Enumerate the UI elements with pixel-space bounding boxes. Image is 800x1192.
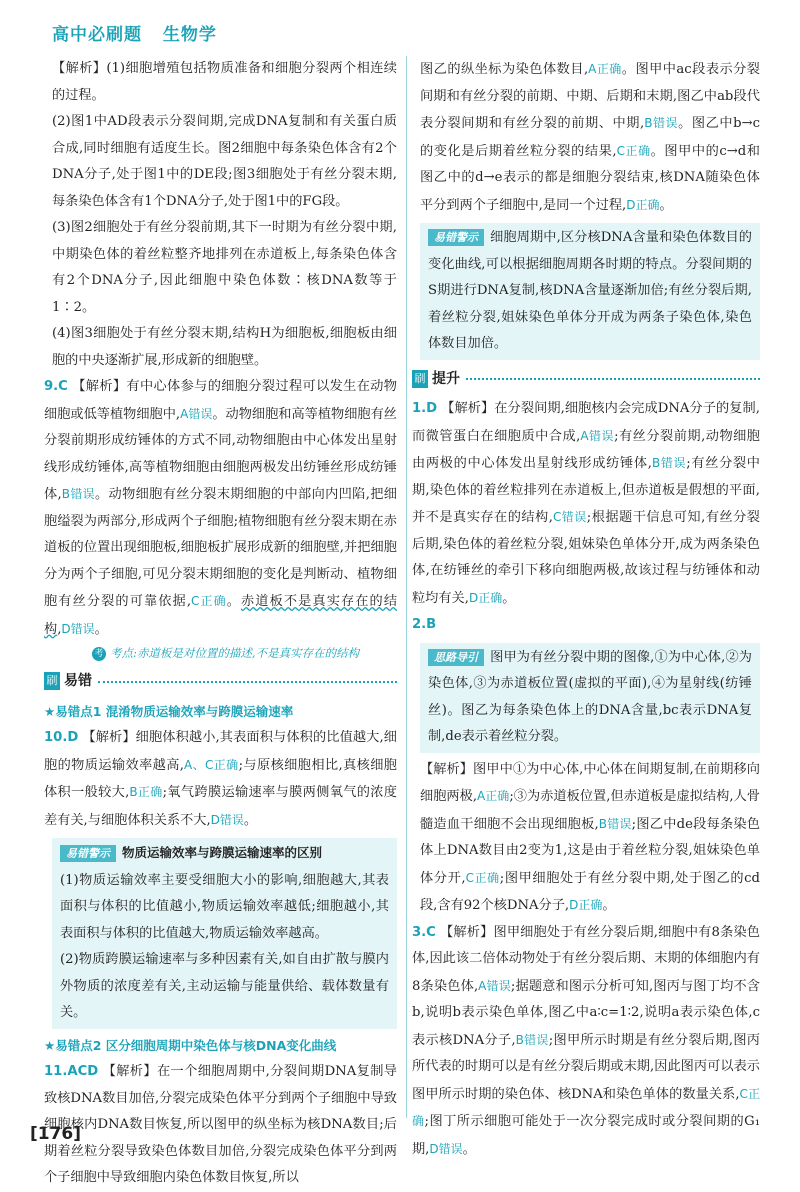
answer-tag: B错误 — [515, 1032, 549, 1047]
wavy-underline-text: 赤道板不是真实存在的结构 — [44, 594, 398, 637]
warning-badge: 易错警示 — [428, 229, 484, 246]
answer-tag: A错误 — [478, 978, 511, 993]
exam-point-note: 考 考点:赤道板是对位置的描述,不是真实存在的结构 — [92, 645, 397, 662]
column-divider — [406, 56, 407, 1118]
warning-text: (2)物质跨膜运输速率与多种因素有关,如自由扩散与膜内外物质的浓度差有关,主动运输与能量供给、载体数量有关。 — [60, 952, 389, 1020]
answer-tag: D错误 — [210, 812, 244, 827]
section-heading-improve — [412, 366, 760, 393]
question-9: 9.C 【解析】有中心体参与的细胞分裂过程可以发生在动物细胞或低等植物细胞中,A错误。动物细胞和高等植物细胞有丝分裂前期形成纺锤体的方式不同,动物细胞由中心体发出星射线形成纺锤体,高等植物细胞由细胞两极发出纺锤丝形成纺锤体,B错误。动物细胞有丝分裂末期细胞的中部向内凹陷,把细胞缢裂为两部分,形成两个子细胞;植物细胞有丝分裂末期在赤道板的位置出现细胞板,细胞板扩展形成新的细胞壁,并把细胞分为两个子细胞,可见分裂末期细胞的变化是判断动、植物细胞有丝分裂的可靠依据,C正确。赤道板不是真实存在的结构,D错误。 — [44, 379, 398, 637]
answer-tag: D正确 — [468, 590, 503, 605]
guide-box — [420, 643, 760, 753]
guide-text: 图甲为有丝分裂中期的图像,①为中心体,②为染色体,③为赤道板位置(虚拟的平面),④为星射线(纺锤丝)。图乙为每条染色体上的DNA含量,bc表示DNA复制,de表示着丝粒分裂。 — [428, 649, 752, 744]
header-subject: 生物学 — [162, 25, 217, 45]
dotted-rule — [98, 680, 397, 683]
question-2 — [412, 612, 760, 639]
answer-tag: D正确 — [569, 898, 603, 912]
question-number: 11.ACD — [44, 1064, 99, 1079]
question-number: 2.B — [412, 617, 437, 632]
error-point-2: ★易错点2 区分细胞周期中染色体与核DNA变化曲线 — [44, 1037, 337, 1053]
section-tag: 刷 — [44, 672, 60, 690]
answer-tag: A正确 — [477, 789, 510, 803]
answer-tag: C正确 — [465, 870, 500, 885]
paragraph: 【解析】(1)细胞增殖包括物质准备和细胞分裂两个相连续的过程。 — [52, 61, 397, 103]
question-1: 1.D 【解析】在分裂间期,细胞核内会完成DNA分子的复制,而微管蛋白在细胞质中合成,A错误;有丝分裂前期,动物细胞由两极的中心体发出星射线形成纺锤体,B错误;有丝分裂中期,染色体的着丝粒排列在赤道板上,但赤道板是假想的平面,并不是真实存在的结构,C错误;根据题干信息可知,有丝分裂后期,染色体的着丝粒分裂,姐妹染色单体分开,成为两条染色体,在纺锤丝的牵引下移向细胞两极,故该过程与纺锤体和动粒均有关,D正确。 — [412, 401, 760, 606]
answer-tag: C正确 — [616, 143, 651, 158]
warning-text: (1)物质运输效率主要受细胞大小的影响,细胞越大,其表面积与体积的比值越小,物质运输效率越低;细胞越小,其表面积与体积的比值越大,物质运输效率越高。 — [60, 872, 389, 941]
page-header — [52, 20, 231, 45]
page-number: [176] — [30, 1124, 82, 1144]
answer-tag: B错误 — [644, 116, 679, 130]
error-point-1: ★易错点1 混淆物质运输效率与跨膜运输速率 — [44, 703, 294, 719]
answer-tag: C正确 — [191, 594, 227, 608]
answer-tag: A错误 — [180, 406, 213, 421]
answer-tag: A正确 — [588, 62, 622, 76]
warning-badge: 易错警示 — [60, 845, 116, 862]
answer-tag: B错误 — [651, 456, 687, 470]
header-series: 高中必刷题 — [52, 25, 142, 45]
question-number: 3.C — [412, 924, 436, 940]
section-title: 易错 — [64, 673, 92, 689]
left-column — [44, 56, 398, 1192]
section-heading-errors — [44, 668, 397, 695]
question-number: 10.D — [44, 730, 79, 745]
answer-tag: A错误 — [580, 428, 615, 443]
paragraph: (3)图2细胞处于有丝分裂前期,其下一时期为有丝分裂中期,中期染色体的着丝粒整齐地排列在赤道板上,每条染色体含有2个DNA分子,因此细胞中染色体数∶核DNA数等于1∶2。 — [52, 220, 397, 315]
question-11: 11.ACD 【解析】在一个细胞周期中,分裂间期DNA复制导致核DNA数目加倍,分裂完成染色体平分到两个子细胞中导致细胞核内DNA数目恢复,所以图甲的纵坐标为核DNA数目;后期着丝粒分裂导致染色体数目加倍,分裂完成染色体平分到两个子细胞中导致细胞内染色体数目恢复,所以 — [44, 1064, 397, 1185]
answer-tag: B错误 — [61, 487, 96, 501]
question-3: 3.C 【解析】图甲细胞处于有丝分裂后期,细胞中有8条染色体,因此该二倍体动物处于有丝分裂后期、末期的体细胞内有8条染色体,A错误;据题意和图示分析可知,图丙与图丁均不含b,说明b表示染色单体,图乙中a∶c=1∶2,说明a表示染色体,c表示核DNA分子,B错误;图甲所示时期是有丝分裂后期,图丙所代表的时期可以是有丝分裂后期或末期,因此图丙可以表示图甲所示时期的染色体、核DNA和染色单体的数量关系,C正确;图丁所示细胞可能处于一次分裂完成时或分裂间期的G₁期,D错误。 — [412, 924, 760, 1157]
answer-tag: C正确 — [412, 1086, 760, 1128]
warning-text: 细胞周期中,区分核DNA含量和染色体数目的变化曲线,可以根据细胞周期各时期的特点。分裂间期的S期进行DNA复制,核DNA含量逐渐加倍;有丝分裂后期,着丝粒分裂,姐妹染色单体分开成为两条子染色体,染色体数目加倍。 — [428, 230, 752, 351]
warning-title: 物质运输效率与跨膜运输速率的区别 — [122, 845, 323, 860]
warning-box — [52, 838, 397, 1029]
guide-badge: 思路导引 — [428, 649, 484, 666]
answer-tag: B错误 — [598, 816, 632, 831]
exam-point-icon: 考 — [92, 647, 106, 661]
answer-tag: B正确 — [129, 785, 163, 799]
right-column — [412, 56, 760, 1163]
question-number: 9.C — [44, 379, 68, 394]
answer-tag: D正确 — [626, 197, 660, 212]
dotted-rule — [466, 377, 760, 380]
answer-tag: C错误 — [552, 510, 587, 524]
section-title: 提升 — [432, 370, 460, 387]
question-10: 10.D 【解析】细胞体积越小,其表面积与体积的比值越大,细胞的物质运输效率越高,A、C正确;与原核细胞相比,真核细胞体积一般较大,B正确;氧气跨膜运输速率与膜两侧氧气的浓度差有关,与细胞体积关系不大,D错误。 — [44, 730, 397, 828]
answer-tag: D错误 — [61, 621, 95, 636]
question-number: 1.D — [412, 401, 438, 416]
paragraph: (4)图3细胞处于有丝分裂末期,结构H为细胞板,细胞板由细胞的中央逐渐扩展,形成新的细胞壁。 — [52, 326, 397, 368]
answer-tag: D错误 — [429, 1141, 463, 1156]
paragraph: 【解析】图甲中①为中心体,中心体在间期复制,在前期移向细胞两极,A正确;③为赤道板位置,但赤道板是虚拟结构,人骨髓造血干细胞不会出现细胞板,B错误;图乙中de段每条染色体上DNA数目由2变为1,这是由于着丝粒分裂,姐妹染色单体分开,C正确;图甲细胞处于有丝分裂中期,处于图乙的cd段,含有92个核DNA分子,D正确。 — [420, 761, 760, 913]
section-tag: 刷 — [412, 370, 428, 388]
answer-tag: A、C正确 — [184, 757, 239, 772]
paragraph: (2)图1中AD段表示分裂间期,完成DNA复制和有关蛋白质合成,同时细胞有适度生长。图2细胞中每条染色体含有2个DNA分子,处于图1中的DE段;图3细胞处于有丝分裂末期,每条染色体含有1个DNA分子,处于图1中的FG段。 — [52, 114, 397, 209]
paragraph: 图乙的纵坐标为染色体数目,A正确。图甲中ac段表示分裂间期和有丝分裂的前期、中期、后期和末期,图乙中ab段代表分裂间期和有丝分裂的前期、中期,B错误。图乙中b→c的变化是后期着丝粒分裂的结果,C正确。图甲中的c→d和图乙中的d→e表示的都是细胞分裂结束,核DNA随染色体平分到两个子细胞中,是同一个过程,D正确。 — [420, 62, 760, 213]
warning-box — [420, 223, 760, 360]
